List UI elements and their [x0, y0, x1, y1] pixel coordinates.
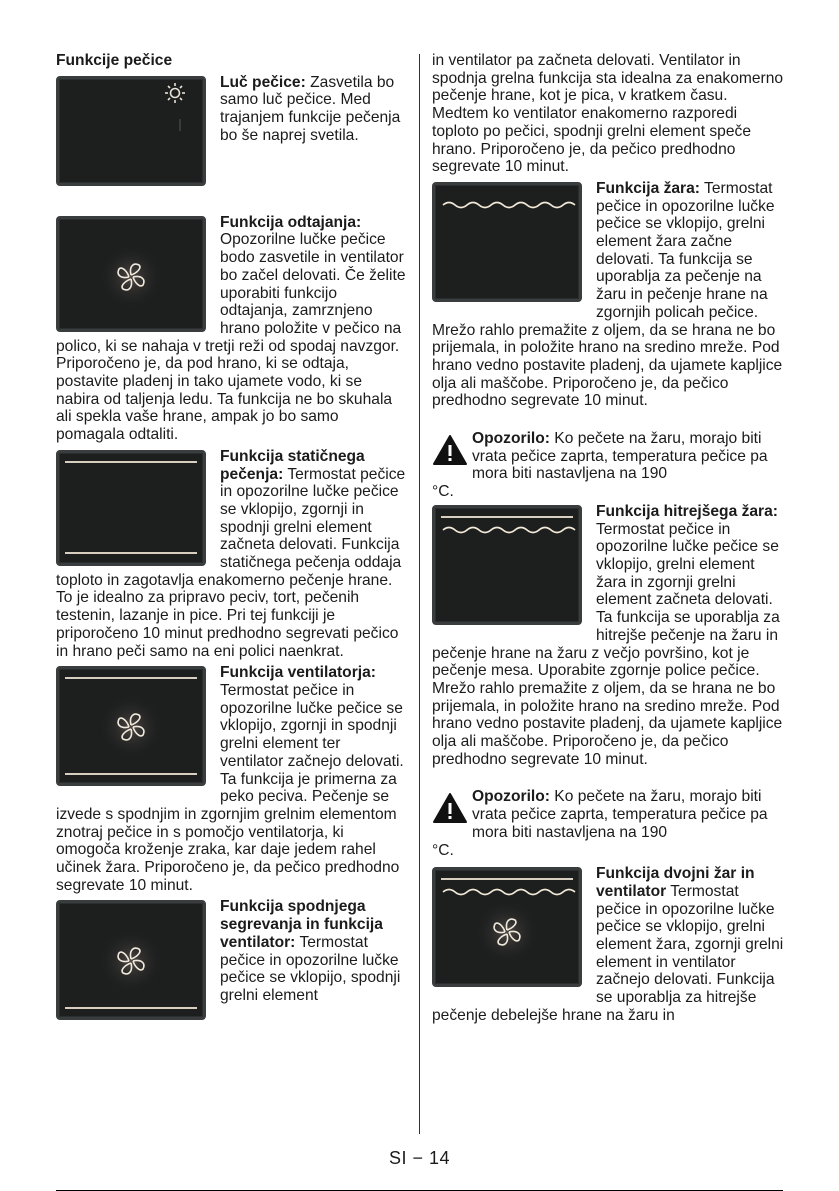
- text-static: Termostat pečice in opozorilne lučke pečice se vklopijo, zgornji in spodnji grelni element začneta delovati. Funkcija statičnega pečenja oddaja toploto in zagotavlja enakomerno pečenje hrane. To je idealno za pripravo peciv, tort, pečenih testenin, lazanje in pice. Pri tej funkciji je priporočeno 10 minut predhodno segrevati pečico in hrano peči samo na eni polici naenkrat.: [56, 465, 406, 660]
- oven-light-icon: [56, 76, 206, 186]
- text-bottom-fan: Termostat pečice in opozorilne lučke pečice se vklopijo, spodnji grelni element: [220, 933, 401, 1004]
- text-grill: Termostat pečice in opozorilne lučke pečice se vklopijo, grelni element žara začne delovati. Ta funkcija se uporablja za pečenje na žaru in pečenje hrane na zgornjih policah pečice. Mrežo rahlo premažite z oljem, da se hrana ne bo prijemala, in položite hrano na sredino mreže. Pod hrano vedno postavite pladenj, da ujamete kapljice olja ali maščobe. Priporočeno je, da pečico predhodno segrevate 10 minut.: [432, 179, 783, 410]
- title-static: Funkcija statičnega pečenja:: [220, 447, 365, 483]
- warning-icon: [432, 792, 468, 824]
- bottom-fan-icon: [56, 900, 206, 1020]
- left-column: [56, 52, 408, 1024]
- warning-1: [432, 430, 784, 501]
- section-oven-light: [56, 74, 408, 190]
- warning-2: [432, 788, 784, 859]
- double-grill-fan-icon: [432, 867, 582, 987]
- text-double-grill-fan: Termostat pečice in opozorilne lučke pečice se vklopijo, grelni element žara, zgornji grelni element in ventilator začnejo delovati. Funkcija se uporablja za hitrejše pečenje debelejše hrane na žaru in: [432, 882, 784, 1024]
- section-fan: [56, 664, 408, 894]
- warning-text: Ko pečete na žaru, morajo biti vrata pečice zaprta, temperatura pečice pa mora biti nastavljena na 190: [472, 430, 768, 483]
- section-heading: Funkcije pečice: [56, 52, 173, 69]
- warning-icon: [432, 434, 468, 466]
- warning-tail: °C.: [432, 841, 454, 859]
- title-double-grill-fan: Funkcija dvojni žar in ventilator: [596, 865, 755, 900]
- section-static: [56, 448, 408, 660]
- title-bottom-fan: Funkcija spodnjega segrevanja in funkcija ventilator:: [220, 898, 383, 951]
- section-defrost: [56, 214, 408, 444]
- defrost-fan-icon: [56, 216, 206, 332]
- warning-text: Ko pečete na žaru, morajo biti vrata pečice zaprta, temperatura pečice pa mora biti nastavljena na 190: [472, 788, 768, 841]
- section-double-grill-fan: [432, 865, 784, 1024]
- section-grill: [432, 180, 784, 410]
- title-defrost: Funkcija odtajanja:: [220, 213, 362, 231]
- warning-tail: °C.: [432, 483, 454, 501]
- text-defrost: Opozorilne lučke pečice bodo zasvetile in ventilator bo začel delovati. Če želite uporabiti funkcijo odtajanja, zamrznjeno hrano položite v pečico na polico, ki se nahaja v tretji reži od spodaj navzgor. Priporočeno je, da pod hrano, ki se odtaja, postavite pladenj in tako ujamete vodo, ki se nabira od taljenja ledu. Ta funkcija ne bo skuhala ali spekla vaše hrane, ampak jo bo samo pomagala odtaliti.: [56, 231, 406, 444]
- text-fast-grill: Termostat pečice in opozorilne lučke pečice se vklopijo, grelni element žara in zgornji grelni element začneta delovati. Ta funkcija se uporablja za hitrejše pečenje na žaru in pečenje hrane na žaru z večjo površino, kot je pečenje mesa. Uporabite zgornje police pečice. Mrežo rahlo premažite z oljem, da se hrana ne bo prijemala, in položite hrano na sredino mreže. Pod hrano vedno postavite pladenj, da ujamete kapljice olja ali maščobe. Priporočeno je, da pečico predhodno segrevate 10 minut.: [432, 520, 783, 768]
- title-fast-grill: Funkcija hitrejšega žara:: [596, 502, 778, 520]
- continued-text: in ventilator pa začneta delovati. Ventilator in spodnja grelna funkcija sta idealna za enakomerno pečenje hrane, kot je pica, v kratkem času. Medtem ko ventilator enakomerno razporedi toploto po pečici, spodnji grelni element speče hrano. Priporočeno je, da pečico predhodno segrevate 10 minut.: [432, 52, 784, 176]
- text-oven-light: Zasvetila bo samo luč pečice. Med trajanjem funkcije pečenja bo še naprej svetila.: [220, 73, 401, 144]
- section-bottom-fan: [56, 898, 408, 1024]
- column-divider: [419, 54, 420, 1134]
- static-heating-icon: [56, 450, 206, 566]
- fast-grill-icon: [432, 505, 582, 625]
- grill-icon: [432, 182, 582, 302]
- text-fan: Termostat pečice in opozorilne lučke pečice se vklopijo, zgornji in spodnji grelni element ter ventilator začnejo delovati. Ta funkcija je primerna za peko peciva. Pečenje se izvede s spodnjim in zgornjim grelnim elementom znotraj pečice in s pomočjo ventilatorja, ki omogoča kroženje zraka, kar daje jedem rahel učinek žara. Priporočeno je, da pečico predhodno segrevate 10 minut.: [56, 681, 404, 894]
- title-oven-light: Luč pečice:: [220, 73, 306, 91]
- page-number: SI − 14: [388, 1148, 451, 1168]
- right-column: [432, 52, 784, 1025]
- warning-title: Opozorilo:: [472, 430, 550, 448]
- section-fast-grill: [432, 503, 784, 769]
- fan-heating-icon: [56, 666, 206, 786]
- title-grill: Funkcija žara:: [596, 179, 700, 197]
- warning-title: Opozorilo:: [472, 788, 550, 806]
- title-fan: Funkcija ventilatorja:: [220, 664, 376, 682]
